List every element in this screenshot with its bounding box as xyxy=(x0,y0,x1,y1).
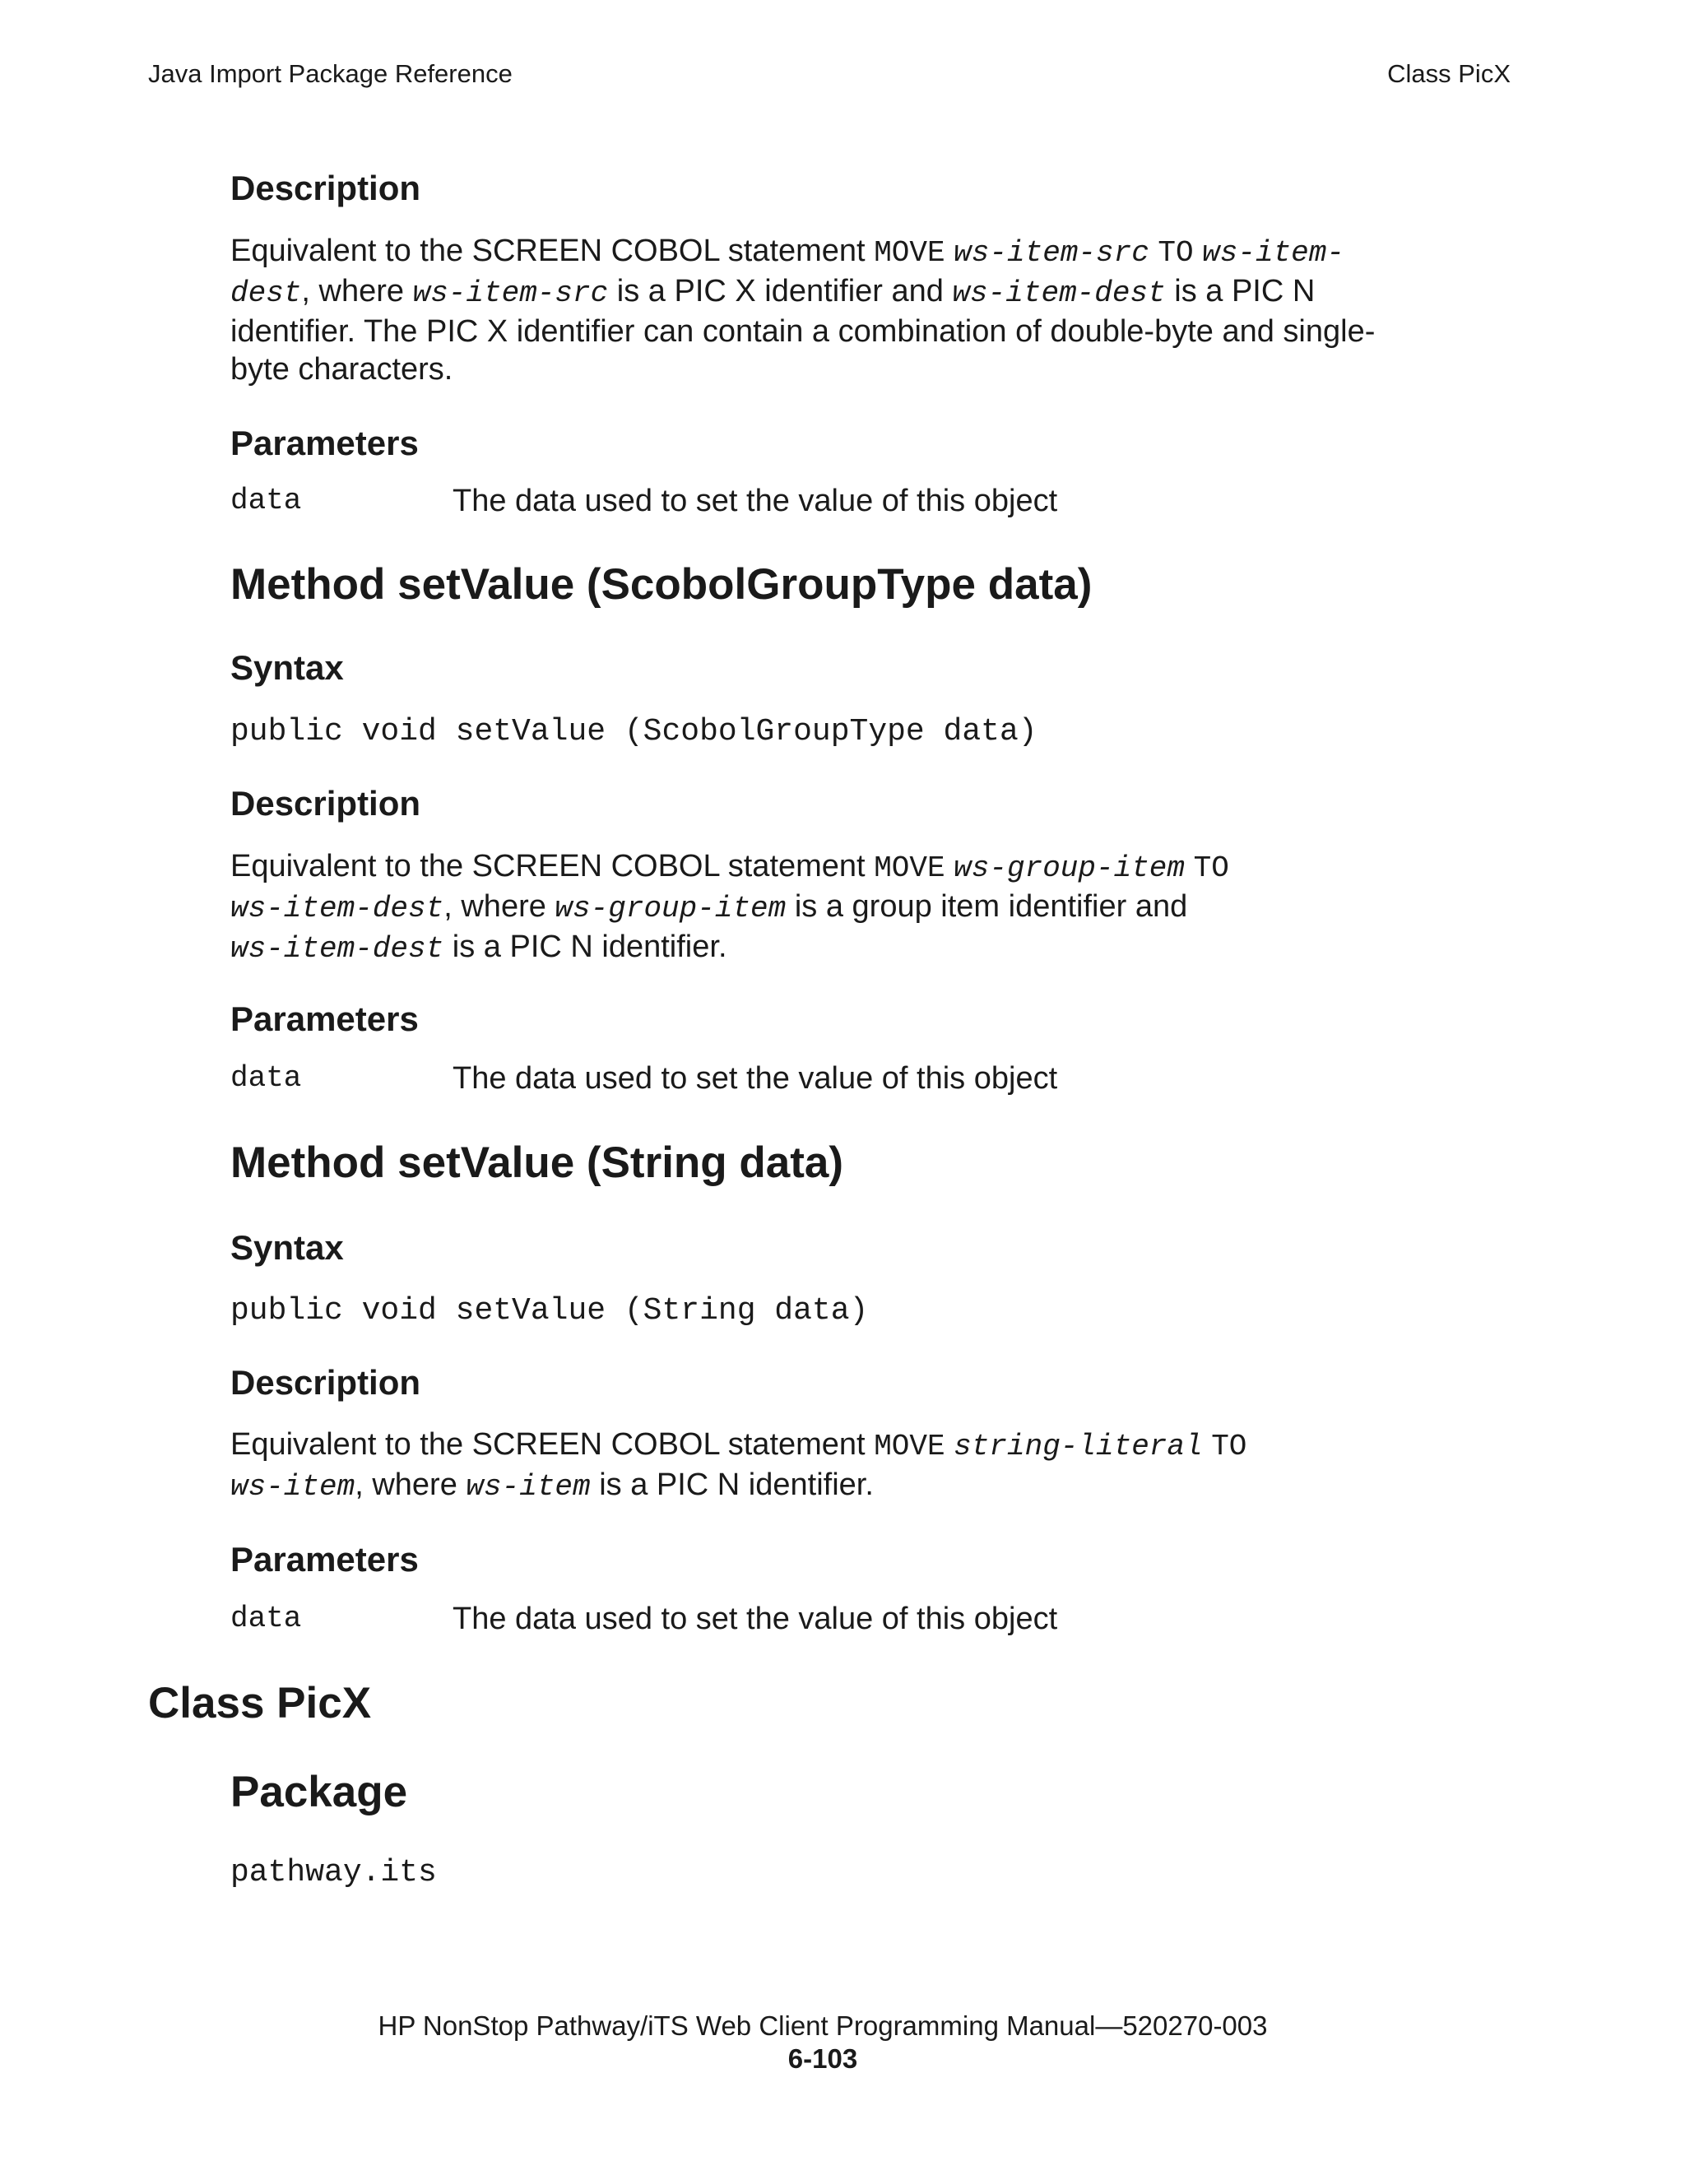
package-heading: Package xyxy=(230,1768,408,1816)
parameter-name: data xyxy=(230,484,302,517)
parameter-description: The data used to set the value of this object xyxy=(453,1602,1058,1636)
parameters-heading-2: Parameters xyxy=(230,999,419,1038)
syntax-code-2: public void setValue (ScobolGroupType data) xyxy=(230,714,1037,749)
method-heading-string: Method setValue (String data) xyxy=(230,1138,844,1187)
syntax-heading-3: Syntax xyxy=(230,1228,344,1267)
running-header-left: Java Import Package Reference xyxy=(148,59,513,88)
syntax-code-3: public void setValue (String data) xyxy=(230,1293,869,1328)
method-heading-scobolgrouptype: Method setValue (ScobolGroupType data) xyxy=(230,560,1093,609)
parameters-heading-3: Parameters xyxy=(230,1540,419,1579)
parameter-description: The data used to set the value of this object xyxy=(453,484,1058,518)
package-name: pathway.its xyxy=(230,1855,437,1890)
parameter-description: The data used to set the value of this object xyxy=(453,1061,1058,1096)
description-paragraph-3: Equivalent to the SCREEN COBOL statement MOVE string-literal TO ws-item, where ws-item is a PIC N identifier. xyxy=(230,1427,1247,1504)
footer-manual-title: HP NonStop Pathway/iTS Web Client Programming Manual—520270-003 xyxy=(378,2010,1268,2041)
syntax-heading-2: Syntax xyxy=(230,648,344,687)
footer-page-number: 6-103 xyxy=(787,2043,858,2074)
description-heading-3: Description xyxy=(230,1363,421,1402)
description-paragraph-1: Equivalent to the SCREEN COBOL statement MOVE ws-item-src TO ws-item- dest, where ws-item-src is a PIC X identifier and ws-item-dest is a PIC N identifier. The PIC X identifier can contain a combination of double-byte and single- byte characters. xyxy=(230,234,1376,387)
parameter-name: data xyxy=(230,1061,302,1095)
description-heading-1: Description xyxy=(230,169,421,207)
parameters-heading-1: Parameters xyxy=(230,424,419,462)
description-paragraph-2: Equivalent to the SCREEN COBOL statement MOVE ws-group-item TO ws-item-dest, where ws-group-item is a group item identifier and ws-item-dest is a PIC N identifier. xyxy=(230,849,1229,966)
class-heading: Class PicX xyxy=(148,1679,372,1727)
description-heading-2: Description xyxy=(230,784,421,823)
running-header-right: Class PicX xyxy=(1387,59,1511,88)
parameter-name: data xyxy=(230,1602,302,1635)
